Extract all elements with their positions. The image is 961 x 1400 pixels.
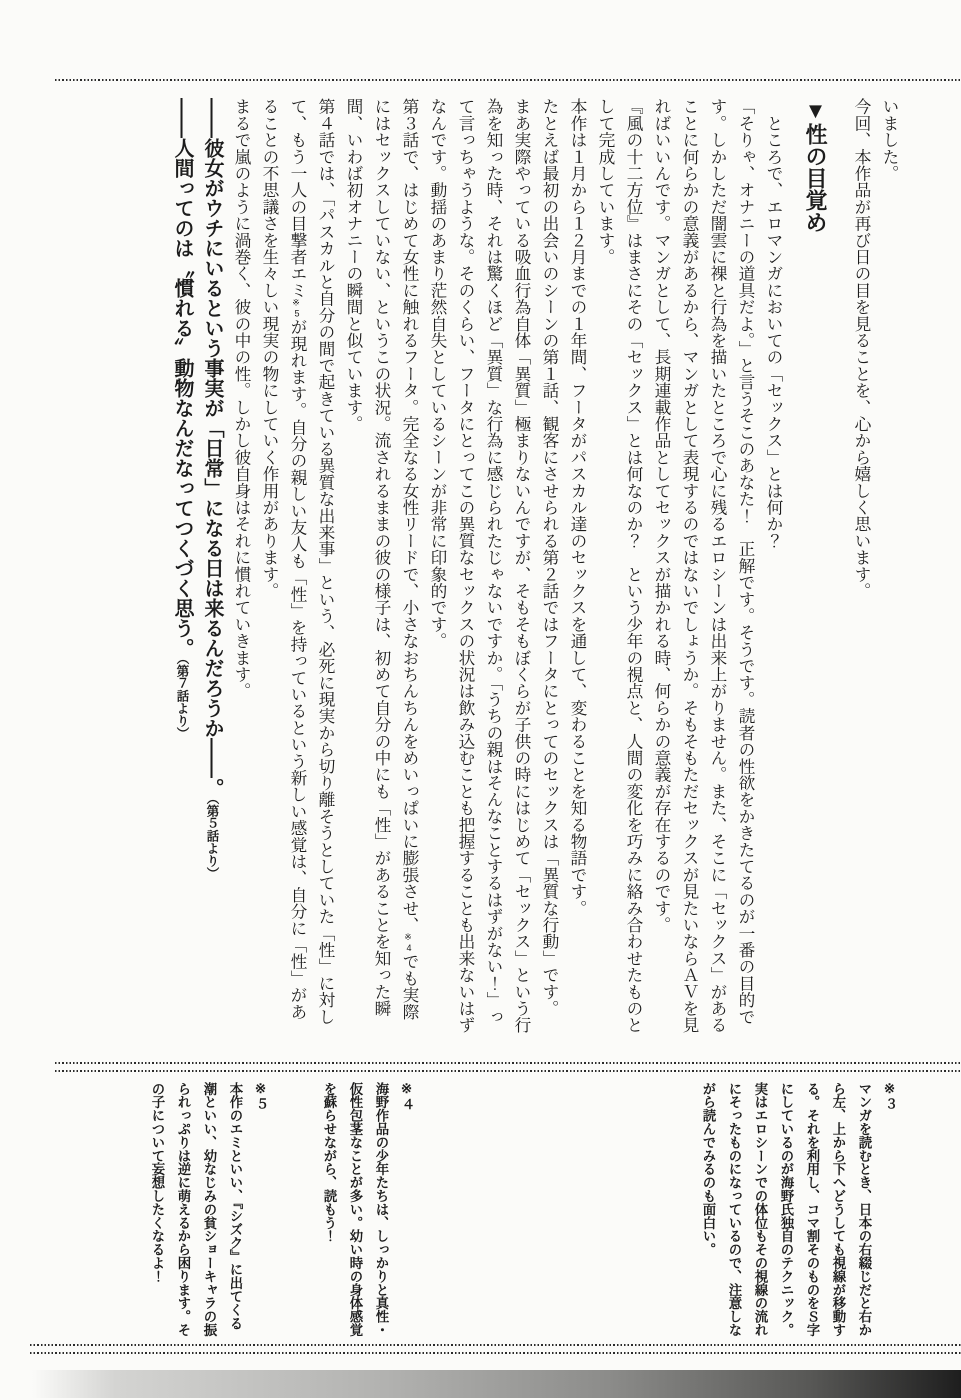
paragraph-intro: 今回、本作品が再び日の目を見ることを、心から嬉しく思います。 bbox=[852, 98, 871, 599]
separator-dotted-rule-1 bbox=[55, 1062, 961, 1064]
paragraph-7-pre: 第４話では、「パスカルと自分の間で起きている異質な出来事」という、必死に現実から切り離そうとしていた「性」に対して、もう一人の目撃者エミ bbox=[288, 98, 335, 1025]
page-edge-shadow bbox=[32, 1370, 961, 1398]
footnote-3 bbox=[695, 1082, 903, 1340]
separator-dotted-rule-2 bbox=[55, 1070, 961, 1072]
top-dotted-rule bbox=[55, 79, 961, 81]
paragraph-7-post: が現れます。自分の親しい友人も「性」を持っているという新しい感覚は、自分に「性」があることの不思議さを生々しい現実の物にしていく作用があります。 bbox=[260, 98, 307, 1020]
footnote-4-text: 海野作品の少年たちは、しっかりと真性・仮性包茎なことが多い。幼い時の身体感覚を蘇らせながら、読もう！ bbox=[322, 1082, 389, 1337]
footnote-5-text: 本作のエミといい、『シズク』に出てくる潮といい、幼なじみの貧ショーキャラの振られっぷりは逆に萌えるから困ります。その子について妄想したくなるよ！ bbox=[150, 1082, 243, 1337]
paragraph-3: 本作は１月から１２月までの１年間、フータがパスカル達のセックスを通して、変わることを知る物語です。 bbox=[568, 98, 587, 917]
footnote-5-marker: ※５ bbox=[254, 1082, 269, 1111]
footnotes-section bbox=[58, 1082, 903, 1340]
bottom-dotted-rule-2 bbox=[30, 1352, 961, 1354]
pull-quote-2-text: ――人間ってのは〝慣れる〟動物なんだなってつくづく思う。 bbox=[171, 98, 193, 658]
section-heading: ▼性の目覚め bbox=[803, 98, 828, 233]
paragraph-carryover: いました。 bbox=[880, 98, 899, 182]
pull-quote-1 bbox=[197, 98, 227, 1036]
paragraph-5: まあ実際やっている吸血行為自体「異質」極まりないんですが、そもそもぼくらが子供の時にはじめて「セックス」という行為を知った時、それは驚くほど「異質」な行為に感じられたじゃないですか。「うちの親はそんなことするはずがない！」って言っちゃうような。そのくらい、フータにとってこの異質なセックスの状況は飲み込むことも把握することも出来ないはずなんです。動揺のあまり茫然自失としているシーンが非常に印象的です。 bbox=[428, 98, 531, 1034]
paragraph-1: 「そりゃ、オナニーの道具だよ。」と言うそこのあなた！ 正解です。そうです。読者の性欲をかきたてるのが一番の目的です。しかしただ闇雲に裸と行為を描いたところで心に残るエロシーンは出来上がりません。また、そこに「セックス」があることに何らかの意義があるから、マンガとして表現するのではないでしょうか。そもそもただセックスが見たいならＡＶを見ればいいんです。マンガとして、長期連載作品としてセックスが描かれる時、何らかの意義が存在するのです。 bbox=[652, 98, 755, 1034]
paragraph-7 bbox=[255, 98, 339, 1036]
footnote-3-marker: ※３ bbox=[883, 1082, 898, 1111]
pull-quote-1-text: ――彼女がウチにいるという事実が「日常」になる日は来るんだろうか――。 bbox=[201, 98, 223, 798]
footnote-5 bbox=[144, 1082, 274, 1340]
footnote-3-text: マンガを読むとき、日本の右綴じだと右から左、上から下へどうしても視線が移動する。それを利用し、コマ割そのものをＳ字にしているのが海野氏独自のテクニック。実はエロシーンでの体位もその視線の流れにそったものになっているので、注意しながら読んでみるのも面白い。 bbox=[701, 1082, 872, 1337]
footnote-4 bbox=[316, 1082, 420, 1340]
paragraph-6-post: でも実際にはセックスしていない、というこの状況。流されるままの彼の様子は、初めて自分の中にも「性」があることを知った瞬間、いわば初オナニーの瞬間と似ています。 bbox=[344, 98, 419, 1020]
pull-quote-2-source: （第７話より） bbox=[175, 658, 189, 740]
bottom-dotted-rule-1 bbox=[30, 1344, 961, 1346]
paragraph-4: たとえば最初の出会いのシーンの第１話、観客にさせられる第２話ではフータにとってのセックスは「異質な行動」です。 bbox=[540, 98, 559, 1017]
footnote-ref-5: ※5 bbox=[292, 298, 302, 319]
paragraph-6 bbox=[339, 98, 423, 1036]
paragraph-lead: ところで、エロマンガにおいての「セックス」とは何か？ bbox=[764, 98, 783, 549]
pull-quote-1-source: （第５話より） bbox=[205, 798, 219, 880]
footnote-ref-4: ※4 bbox=[404, 933, 414, 953]
article-body bbox=[58, 98, 903, 1036]
pull-quote-2 bbox=[167, 98, 197, 1036]
paragraph-2: 『風の十二方位』はまさにその「セックス」とは何なのか？ という少年の視点と、人間の変化を巧みに絡み合わせたものとして完成しています。 bbox=[596, 98, 643, 1034]
paragraph-6-pre: 第３話で、はじめて女性に触れるフータ。完全なる女性リードで、小さなおちんちんをめいっぱいに膨張させ、 bbox=[400, 98, 419, 933]
paragraph-8: まるで嵐のように渦巻く、彼の中の性。しかし彼自身はそれに慣れていきます。 bbox=[232, 98, 251, 700]
footnote-4-marker: ※４ bbox=[400, 1082, 415, 1111]
